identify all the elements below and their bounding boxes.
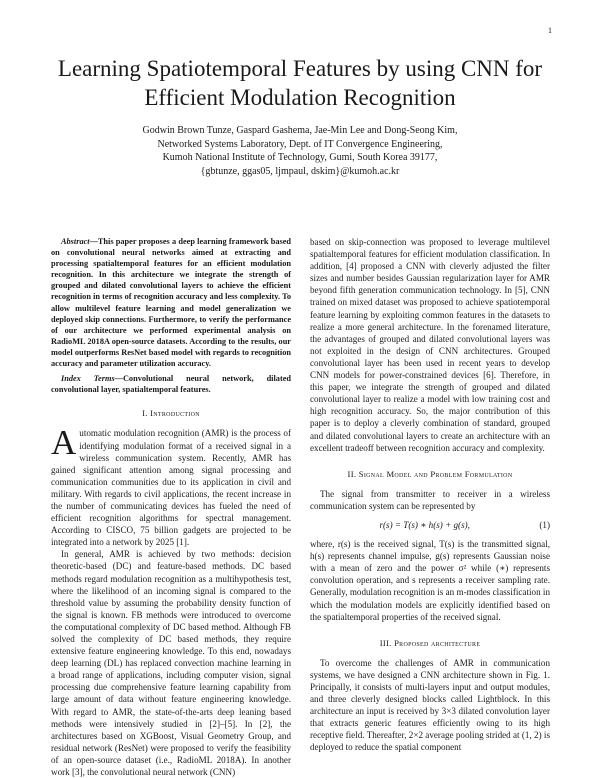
author-emails: {gbtunze, ggas05, ljmpaul, dskim}@kumoh.ac.kr xyxy=(200,165,400,177)
section-heading-introduction: I. Introduction xyxy=(142,408,200,419)
equation-1 xyxy=(310,519,550,531)
index-terms xyxy=(51,373,291,395)
model-paragraph-1: The signal from transmitter to receiver in a wireless communication system can be represented by xyxy=(310,488,550,511)
intro-paragraph-2: In general, AMR is achieved by two methods: decision theoretic-based (DC) and feature-based methods. DC based methods regard modulation recognition as a multihypothesis test, where the likelihood of an incoming signal is compared to the threshold value by assuming the probability density function of the signal is known. FB methods were introduced to overcome the computational complexity of DC based method. Although FB solved the complexity of DC based methods, they require extensive feature engineering knowledge. To this end, nowadays deep learning (DL) has replaced convection machine learning in a broad range of applications, including computer vision, signal processing due comprehensive feature learning capability from large amount of data without feature engineering knowledge. With regard to AMR, the state-of-the-arts deep leaning based methods were intensively studied in [2]–[5]. In [2], the architectures based on XGBoost, Visual Geometry Group, and residual network (ResNet) were proposed to verify the feasibility of an open-source dataset (i.e., RadioML 2018A). In another work [3], the convolutional neural network (CNN) xyxy=(51,549,291,778)
author-lab: Networked Systems Laboratory, Dept. of IT Convergence Engineering, xyxy=(157,138,443,150)
paper-title: Learning Spatiotemporal Features by using CNN for Efficient Modulation Recognition xyxy=(57,56,543,110)
drop-cap: A xyxy=(51,423,77,463)
intro-paragraph-1 xyxy=(51,423,291,548)
left-column xyxy=(51,236,291,778)
author-block xyxy=(40,124,560,178)
author-institute: Kumoh National Institute of Technology, Gumi, South Korea 39177, xyxy=(162,152,438,163)
abstract-label: Abstract xyxy=(61,237,90,246)
author-names: Godwin Brown Tunze, Gaspard Gashema, Jae-Min Lee and Dong-Seong Kim, xyxy=(142,125,458,136)
index-terms-text: —Convolutional neural network, dilated convolutional layer, spatialtemporal features. xyxy=(51,374,291,395)
model-paragraph-2: where, r(s) is the received signal, T(s) is the transmitted signal, h(s) represents channel impulse, g(s) represents Gaussian noise with a mean of zero and the power σ² while (∗) represents convolution operation, and s represents a receiver sampling rate. Generally, modulation recognition is an m-modes classification in which the modulation models are explicitly identified based on the spatialtemporal properties of the received signal. xyxy=(310,539,550,622)
equation-body: r(s) = T(s) ∗ h(s) + g(s), xyxy=(379,519,470,530)
abstract-text: —This paper proposes a deep learning framework based on convolutional neural networks aimed at extracting and processing spatialtemporal features for an efficient modulation recognition. In this architecture we integrate the strength of grouped and dilated convolutional layers to achieve the efficient recognition in terms of recognition accuracy and less complexity. To allow multilevel feature learning and model generalization we deployed skip connections. Furthermore, to verify the performance of our architecture we performed experimental analysis on RadioML 2018A open-source datasets. According to the results, our model outperforms ResNet based model with regards to recognition accuracy and parameter utilization accuracy. xyxy=(51,237,291,369)
equation-number: (1) xyxy=(539,519,550,530)
index-terms-label: Index Terms xyxy=(61,374,115,384)
architecture-paragraph-1: To overcome the challenges of AMR in communication systems, we have designed a CNN architecture shown in Fig. 1. Principally, it consists of multi-layers input and output modules, and three cleverly designed blocks called Lightblock. In this architecture an input is received by 3×3 dilated convolution layer that extracts generic features efficiently owing to its high receptive field. Thereafter, 2×2 average pooling strided at (1, 2) is deployed to reduce the spatial component xyxy=(310,657,550,753)
intro-paragraph-3: based on skip-connection was proposed to leverage multilevel spatialtemporal features for efficient modulation classification. In addition, [4] proposed a CNN with cleverly adjusted the filter sizes and number besides Gaussian regularization layer for AMR beyond fifth generation communication technology. In [5], CNN trained on mixed dataset was proposed to achieve spatiotemporal feature learning by exploiting common features in the datasets to realize a more general architecture. In the forenamed literature, the advantages of grouped and dilated convolutional layers was not exploited in the design of CNN architectures. Grouped convolutional layer has been used in recent years to develop CNN models for power-constrained devices [6]. Therefore, in this paper, we integrate the strength of grouped and dilated convolutional layer to realize a model with low training cost and high recognition accuracy. So, the major contribution of this paper is to deploy a cleverly combination of standard, grouped and dilated convolutional layers to create an architecture with an excellent tradeoff between recognition accuracy and complexity. xyxy=(310,237,550,453)
intro-paragraph-1-text: utomatic modulation recognition (AMR) is the process of identifying modulation format of a received signal in a wireless communication system. Recently, AMR has gained significant attention among signal processing and communication communities due to its application in civil and military. With regards to civil applications, the recent increase in the number of communicating devices has fueled the need of efficient recognition algorithms for spectral management. According to CISCO, 75 billion gadgets are projected to be integrated into a network by 2025 [1]. xyxy=(51,428,291,548)
section-heading-signal-model: II. Signal Model and Problem Formulation xyxy=(347,468,513,479)
section-heading-architecture: III. Proposed architecture xyxy=(379,637,481,648)
right-column xyxy=(310,236,550,754)
page-number: 1 xyxy=(548,26,552,35)
abstract xyxy=(51,236,291,369)
